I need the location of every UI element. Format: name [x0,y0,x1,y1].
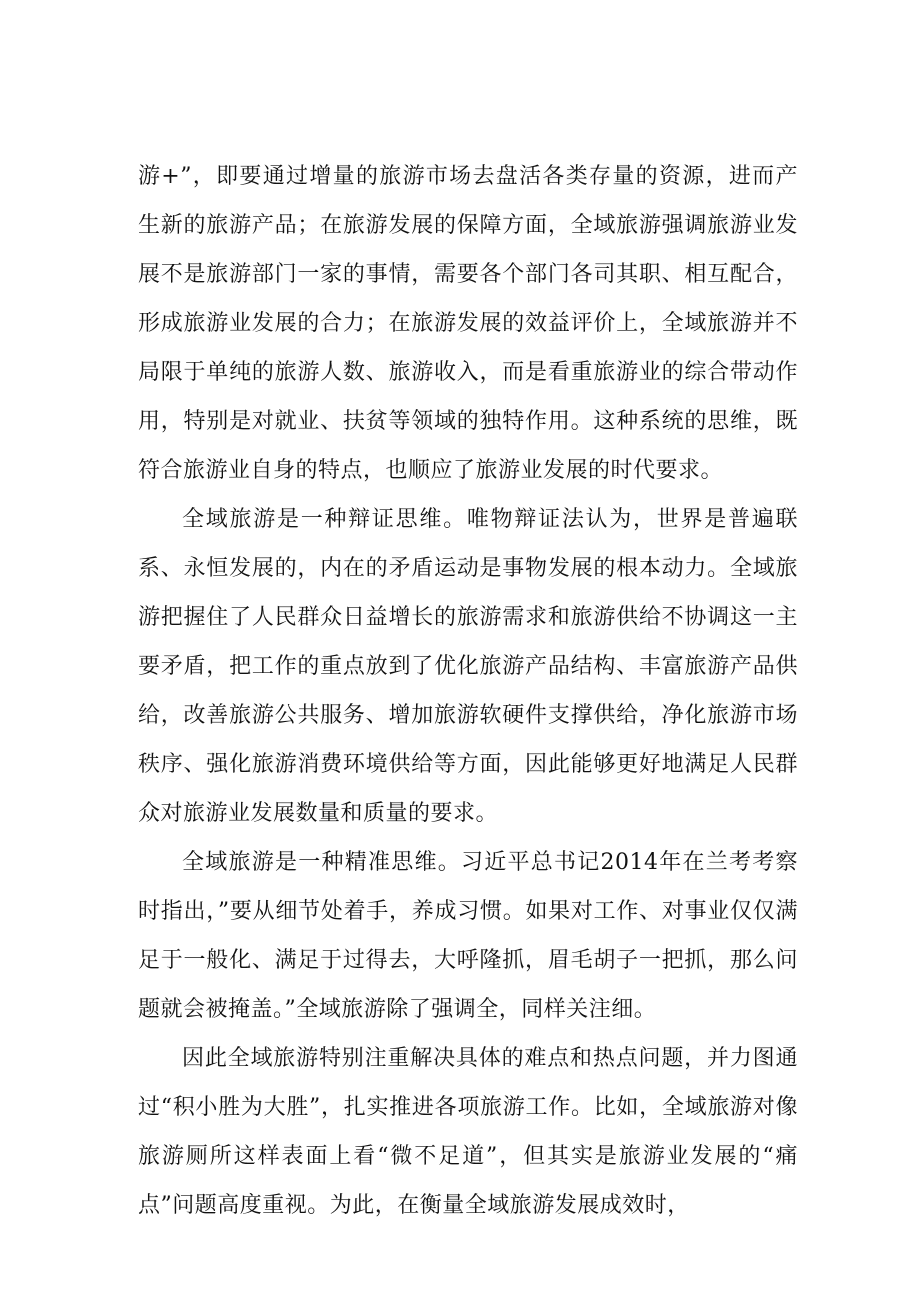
document-body [138,152,798,1230]
paragraph-2: 全域旅游是一种辩证思维。唯物辩证法认为，世界是普遍联系、永恒发展的，内在的矛盾运动是事物发展的根本动力。全域旅游把握住了人民群众日益增长的旅游需求和旅游供给不协调这一主要矛盾，把工作的重点放到了优化旅游产品结构、丰富旅游产品供给，改善旅游公共服务、增加旅游软硬件支撑供给，净化旅游市场秩序、强化旅游消费环境供给等方面，因此能够更好地满足人民群众对旅游业发展数量和质量的要求。 [138,507,798,826]
paragraph-3: 全域旅游是一种精准思维。习近平总书记2014年在兰考考察时指出，”要从细节处着手，养成习惯。如果对工作、对事业仅仅满足于一般化、满足于过得去，大呼隆抓，眉毛胡子一把抓，那么问题就会被掩盖。”全域旅游除了强调全，同样关注细。 [138,850,798,1022]
paragraph-1: 游+”，即要通过增量的旅游市场去盘活各类存量的资源，进而产生新的旅游产品；在旅游发展的保障方面，全域旅游强调旅游业发展不是旅游部门一家的事情，需要各个部门各司其职、相互配合，形成旅游业发展的合力；在旅游发展的效益评价上，全域旅游并不局限于单纯的旅游人数、旅游收入，而是看重旅游业的综合带动作用，特别是对就业、扶贫等领域的独特作用。这种系统的思维，既符合旅游业自身的特点，也顺应了旅游业发展的时代要求。 [138,164,798,483]
paragraph-4: 因此全域旅游特别注重解决具体的难点和热点问题，并力图通过“积小胜为大胜”，扎实推进各项旅游工作。比如，全域旅游对像旅游厕所这样表面上看“微不足道”，但其实是旅游业发展的“痛点”问题高度重视。为此，在衡量全域旅游发展成效时， [138,1046,798,1218]
